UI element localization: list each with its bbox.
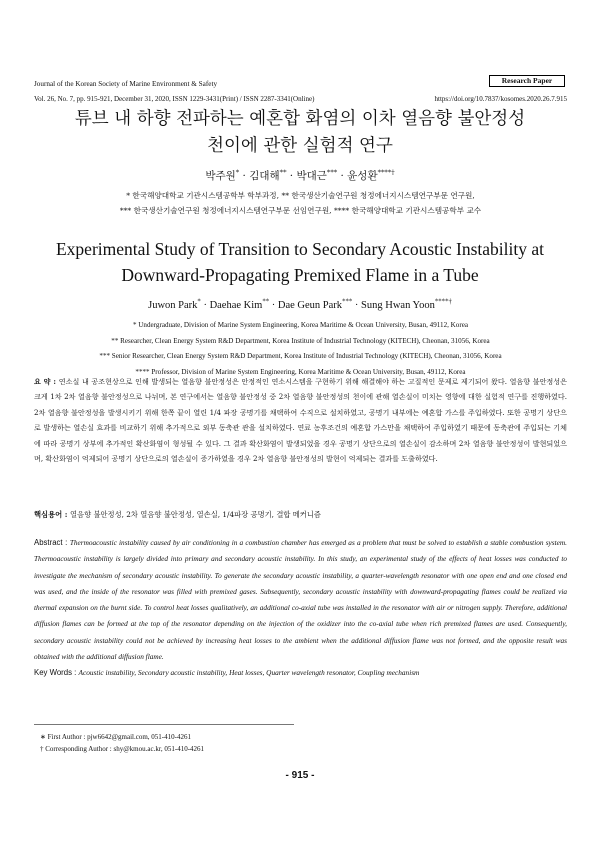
corresponding-author-footnote: † Corresponding Author : shy@kmou.ac.kr, 051-410-4261 [40,745,205,753]
author-sep: · [200,300,210,311]
english-keywords-text: Acoustic instability, Secondary acoustic instability, Heat losses, Quarter wavelength resonator, Coupling mechanism [78,668,420,677]
author-mark: * [197,298,201,306]
article-type-badge: Research Paper [489,75,565,87]
korean-keywords [34,510,567,520]
english-title-line-1: Experimental Study of Transition to Secondary Acoustic Instability at [55,239,544,259]
author-sep: · [286,170,297,182]
footnote-divider [34,724,294,725]
korean-affiliation-line-1: * 한국해양대학교 기관시스템공학부 학부과정, ** 한국생산기술연구원 청정에너지시스템연구부문 연구원, [126,191,475,200]
author-mark: *** [326,168,338,177]
english-title-line-2: Downward-Propagating Premixed Flame in a Tube [121,265,479,285]
author-name: Daehae Kim [209,300,263,311]
author-sep: · [352,300,362,311]
english-affiliation: *** Senior Researcher, Clean Energy System R&D Department, Korea Institute of Industrial Technology (KITECH), Cheonan, 31056, Korea [99,352,502,361]
korean-abstract-label: 요 약 : [34,377,59,386]
korean-authors [40,168,560,183]
author-mark: ****† [377,168,395,177]
korean-keywords-label: 핵심용어 : [34,510,70,519]
author-name: 김대해 [249,170,280,182]
volume-line [34,95,567,103]
author-mark: ****† [434,298,452,306]
author-name: Sung Hwan Yoon [361,300,435,311]
doi-link[interactable]: https://doi.org/10.7837/kosomes.2020.26.7.915 [434,95,567,103]
english-affiliation: ** Researcher, Clean Energy System R&D Department, Korea Institute of Industrial Technology (KITECH), Cheonan, 31056, Korea [111,336,490,345]
korean-title-line-2: 천이에 관한 실험적 연구 [207,136,393,156]
author-sep: · [337,170,348,182]
journal-name: Journal of the Korean Society of Marine Environment & Safety [34,80,218,88]
english-title [30,236,570,288]
korean-title-line-1: 튜브 내 하향 전파하는 예혼합 화염의 이차 열음향 불안정성 [74,109,526,129]
author-mark: ** [279,168,287,177]
english-keywords [34,668,567,677]
first-author-footnote: ∗ First Author : pjw6642@gmail.com, 051-410-4261 [40,733,191,741]
english-keywords-label: Key Words : [34,668,79,677]
author-mark: * [235,168,240,177]
author-mark: ** [262,298,270,306]
author-sep: · [269,300,278,311]
korean-affiliations [34,188,567,218]
korean-abstract-text: 연소실 내 공조현상으로 인해 발생되는 열음향 불안정성은 안정적인 연소시스템을 구현하기 위해 해결해야 하는 고질적인 문제로 제기되어 왔다. 열음향 불안정성은 크게 1차 2차 열음향 불안정성으로 나뉘며, 본 연구에서는 열음향 불안정성 중 2차 열음향 불안정성의 천이에 관해 열손실이 미치는 영향에 대한 실험적 연구를 진행하였다. 2차 열음향 불안정성을 발생시키기 위해 한쪽 끝이 열린 1/4 파장 공명기를 채택하여 수직으로 설치하였고, 공명기 내부에는 예혼합 가스를 주입하였다. 또한 공명기 상단으로 발생하는 열손실 효과를 비교하기 위해 추가적으로 외부 동축관 관을 설치하였다. 연료 농후조건의 예혼합 가스만을 채택하여 주입하였기 때문에 동축관에 주입되는 기체에 따라 공명기 상부에 추가적인 확산화염이 형성될 수 있다. 그 결과 확산화염이 발생되었을 경우 공명기 상단으로의 열손실이 감소하며 2차 열음향 불안정성이 발현되었으며, 확산화염이 억제되어 공명기 상단으로의 열손실이 증가하였을 경우 2차 열음향 불안정성의 발현이 억제되는 결과를 도출하였다. [34,377,567,464]
page-number: - 915 - [285,770,315,781]
english-affiliation: * Undergraduate, Division of Marine System Engineering, Korea Maritime & Ocean University, Busan, 49112, Korea [132,321,469,329]
english-affiliation: **** Professor, Division of Marine System Engineering, Korea Maritime & Ocean University, Busan, 49112, Korea [135,367,466,376]
author-name: Juwon Park [148,300,198,311]
volume-info: Vol. 26, No. 7, pp. 915-921, December 31, 2020, ISSN 1229-3431(Print) / ISSN 2287-3341(Online) [34,95,315,103]
author-name: 박대근 [296,170,327,182]
author-name: 윤성환 [347,170,378,182]
english-affiliations [34,318,567,380]
author-mark: *** [342,298,353,306]
korean-affiliation-line-2: *** 한국생산기술연구원 청정에너지시스템연구부문 선임연구원, **** 한국해양대학교 기관시스템공학부 교수 [119,206,482,215]
english-abstract [34,535,567,665]
author-sep: · [239,170,250,182]
author-name: 박주원 [205,170,236,182]
author-name: Dae Geun Park [277,300,343,311]
korean-abstract [34,374,567,466]
english-abstract-label: Abstract : [34,538,70,547]
english-authors [30,300,570,311]
korean-keywords-text: 열음향 불안정성, 2차 열음향 불안정성, 열손실, 1/4파장 공명기, 결합 메커니즘 [69,510,321,519]
english-abstract-text: Thermoacoustic instability caused by air conditioning in a combustion chamber has emerged as a problem that must be solved to establish a stable combustion system. Thermoacoustic instability is largely divided into primary and secondary acoustic instability. In this study, an experimental study of the effects of heat losses was conducted to investigate the mechanism of secondary acoustic instability. To generate the secondary acoustic instability, a quarter-wavelength resonator with one open end and one closed end was used, and the inside of the resonator was filled with premixed gases. Subsequently, secondary acoustic instability with downward-propagating flames could be realized via thermal expansion on the burnt side. To control heat losses qualitatively, an additional co-axial tube was installed in the resonator with air or nitrogen supply. Therefore, additional diffusion flames can be formed at the top of the resonator depending on the injection of the oxidizer into the co-axial tube when rich premixed flames are used. Consequently, secondary acoustic instability could not be achieved by increasing heat losses to the ambient when the additional diffusion flame was not formed, and the opposite result was obtained with the additional diffusion flame. [34,538,567,662]
korean-title [40,106,560,160]
